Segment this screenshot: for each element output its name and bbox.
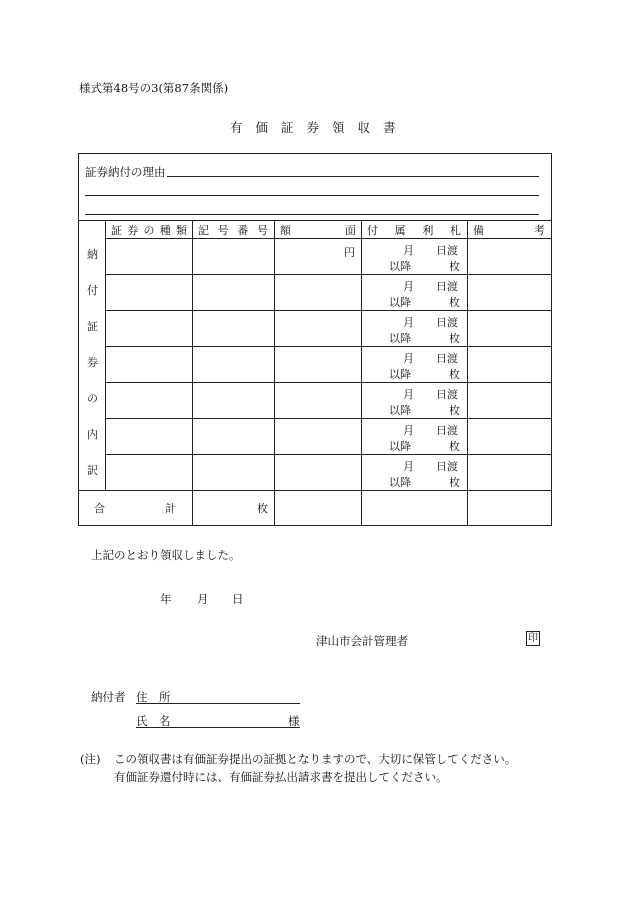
- side-label-char: の: [87, 392, 98, 405]
- header-kind: 証 券 の 種 類: [111, 224, 187, 237]
- receipt-table: [78, 153, 552, 526]
- reason-line-3: [85, 214, 539, 215]
- form-number: 様式第48号の3(第87条関係): [79, 81, 229, 95]
- received-statement: 上記のとおり領収しました。: [91, 548, 241, 562]
- total-label-right: 計: [165, 502, 176, 515]
- seal-mark: 印: [528, 633, 538, 644]
- side-label-char: 内: [87, 428, 98, 441]
- side-label-char: 券: [87, 356, 98, 369]
- date-year: 年: [160, 592, 172, 606]
- side-label-char: 訳: [87, 464, 98, 477]
- total-label-left: 合: [94, 502, 105, 515]
- header-amount: 額 面: [280, 224, 356, 237]
- address-label: 住 所: [136, 690, 171, 704]
- honorific: 様: [288, 714, 300, 728]
- header-number: 記 号 番 号: [198, 224, 268, 237]
- date-day: 日: [232, 592, 244, 606]
- note-line-2: 有価証券還付時には、有価証券払出請求書を提出してください。: [114, 770, 448, 784]
- side-label-char: 付: [87, 284, 98, 297]
- securities-grid: 証 券 の 種 類 記 号 番 号 額 面 付 属 利 札 備 考 納 付 証 券 の 内 訳 円 月 日渡 以降 枚 月 日渡 以降 枚 月 日渡 以降 枚 月 日渡 以降 枚 月 日渡 以降 枚 月 日渡 以降 枚 月 日渡 以降 枚 合 計 枚: [79, 220, 551, 526]
- reason-line-1: [167, 176, 539, 177]
- note-prefix: (注): [80, 752, 101, 766]
- header-remarks: 備 考: [473, 224, 545, 237]
- amount-unit: 円: [344, 246, 355, 259]
- name-label: 氏 名: [136, 714, 171, 728]
- note-line-1: この領収書は有価証券提出の証拠となりますので、大切に保管してください。: [114, 752, 517, 766]
- address-line: [136, 703, 300, 704]
- document-title: 有価証券領収書: [230, 120, 409, 135]
- date-month: 月: [197, 592, 209, 606]
- reason-label: 証券納付の理由: [85, 165, 166, 179]
- issuer-name: 津山市会計管理者: [316, 634, 408, 648]
- side-label-char: 証: [87, 320, 98, 333]
- header-coupon: 付 属 利 札: [367, 224, 461, 237]
- payer-label: 納付者: [91, 690, 126, 704]
- total-count-unit: 枚: [257, 502, 268, 515]
- reason-line-2: [85, 195, 539, 196]
- name-line: [136, 727, 300, 728]
- side-label-char: 納: [87, 248, 98, 261]
